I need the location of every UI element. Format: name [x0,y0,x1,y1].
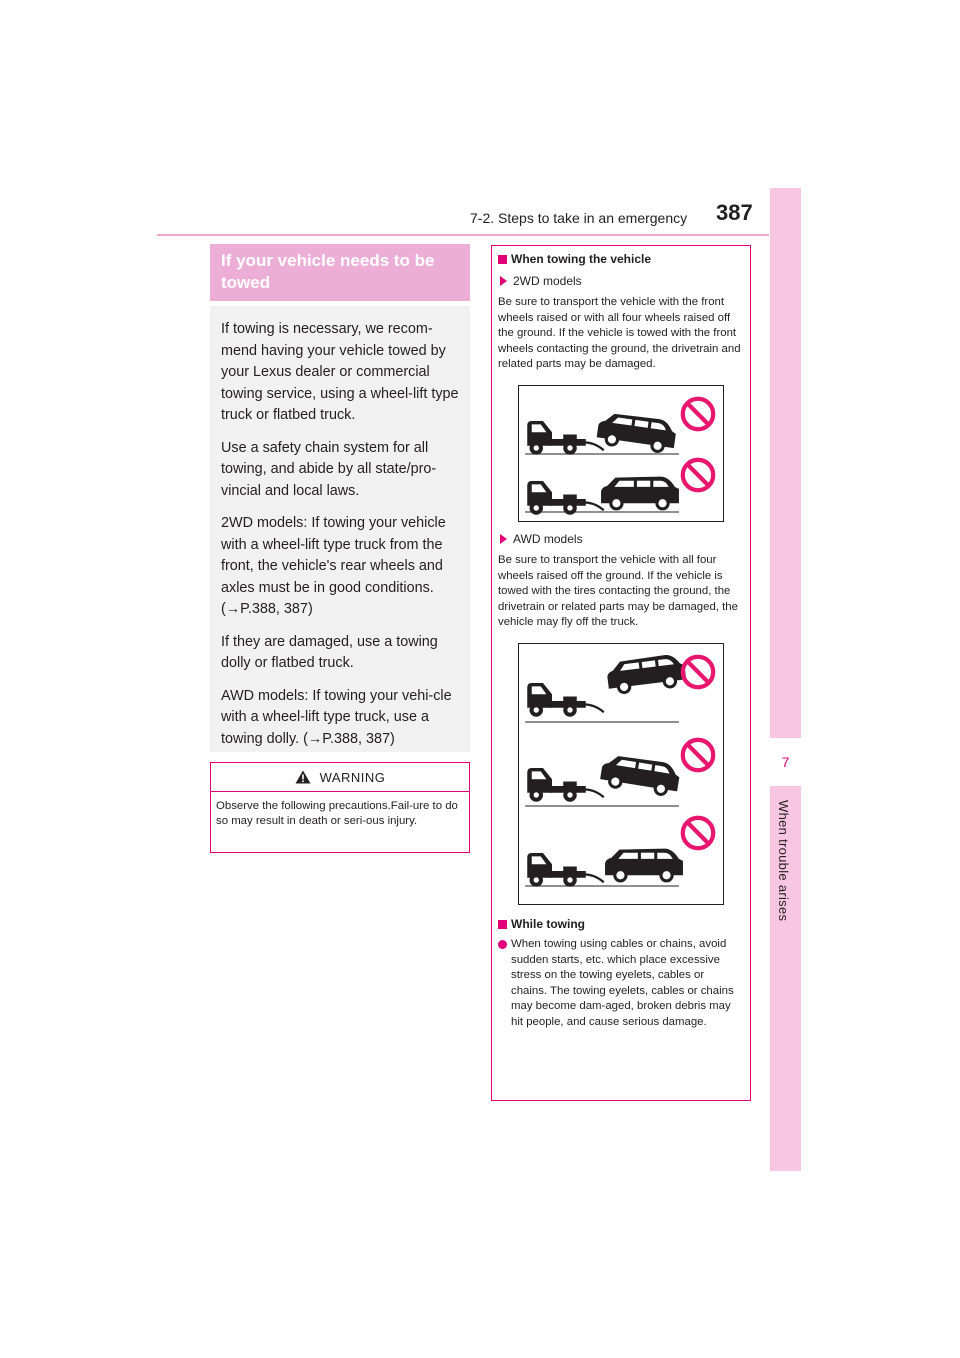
bullet-item [498,937,743,1030]
model-heading-awd [498,532,743,548]
suv-icon [601,476,679,510]
warning-triangle-icon [295,770,311,784]
illustration-awd-towing [518,643,724,905]
intro-paragraph: AWD models: If towing your vehi-cle with a wheel-lift type truck, use a towing dolly. (→P.388, 387) [221,687,452,747]
body-text-2wd: Be sure to transport the vehicle with the front wheels raised or with all four wheels raised off the ground. If the vehicle is towed with the front wheels contacting the ground, the drivetrain and related parts may be damaged. [498,296,741,370]
intro-paragraph: If they are damaged, use a towing dolly or flatbed truck. [221,633,438,671]
suv-icon [606,652,687,695]
intro-paragraph: If towing is necessary, we recom-mend having your vehicle towed by your Lexus dealer or commercial towing service, using a wheel-lift type truck or flatbed truck. [221,321,459,423]
model-label: AWD models [513,531,583,546]
intro-paragraph: 2WD models: If towing your vehicle with a wheel-lift type truck from the front, the vehicle's rear wheels and axles must be in good conditions. (→P.388, 387) [221,515,446,617]
triangle-bullet-icon [500,534,507,544]
header-section-title: 7-2. Steps to take in an emergency [470,210,688,226]
prohibited-icon [683,656,713,686]
triangle-bullet-icon [500,276,507,286]
towing-details-box [491,245,751,1101]
bullet-text: When towing using cables or chains, avoid sudden starts, etc. which place excessive stress on the towing eyelets, cables or chains. The towing eyelets, cables or chains may become dam-aged, broken debris may hit people, and cause serious damage. [511,938,734,1028]
body-text-awd: Be sure to transport the vehicle with all four wheels raised off the ground. If the vehicle is towed with the tires contacting the ground, the drivetrain or related parts may be damaged, the vehicle may fly off the truck. [498,554,738,628]
header-divider [157,234,769,236]
suv-icon [605,848,683,882]
prohibited-icon [683,739,713,769]
subheading-text: When towing the vehicle [511,252,652,266]
section-heading: If your vehicle needs to be towed [210,244,470,301]
tow-truck-icon [527,768,604,802]
suv-icon [599,752,681,798]
tow-truck-icon [527,853,604,887]
square-bullet-icon [498,255,507,264]
illustration-2wd-towing [518,385,724,522]
prohibited-icon [683,398,713,428]
warning-text: Observe the following precautions.Fail-ure to do so may result in death or seri-ous injury. [216,800,458,827]
tow-truck-icon [527,683,604,717]
warning-title: WARNING [319,769,386,785]
warning-box [210,762,470,853]
tow-truck-icon [527,481,604,515]
prohibited-icon [683,459,713,489]
square-bullet-icon [498,920,507,929]
suv-icon [596,410,678,454]
chapter-side-tab [770,188,801,1171]
intro-paragraph: Use a safety chain system for all towing, and abide by all state/pro-vincial and local laws. [221,439,437,499]
intro-box [210,306,470,752]
prohibited-icon [683,817,713,847]
page-number: 387 [716,200,753,225]
warning-header [211,763,469,792]
towing-illustration [519,644,723,904]
subheading [498,917,743,933]
round-bullet-icon [498,940,507,949]
towing-illustration [519,386,723,521]
model-label: 2WD models [513,273,582,288]
subheading [498,252,743,268]
tow-truck-icon [527,421,604,455]
model-heading-2wd [498,274,743,290]
subheading-text: While towing [511,916,585,931]
chapter-number: 7 [770,738,801,786]
chapter-label: When trouble arises [776,800,791,922]
